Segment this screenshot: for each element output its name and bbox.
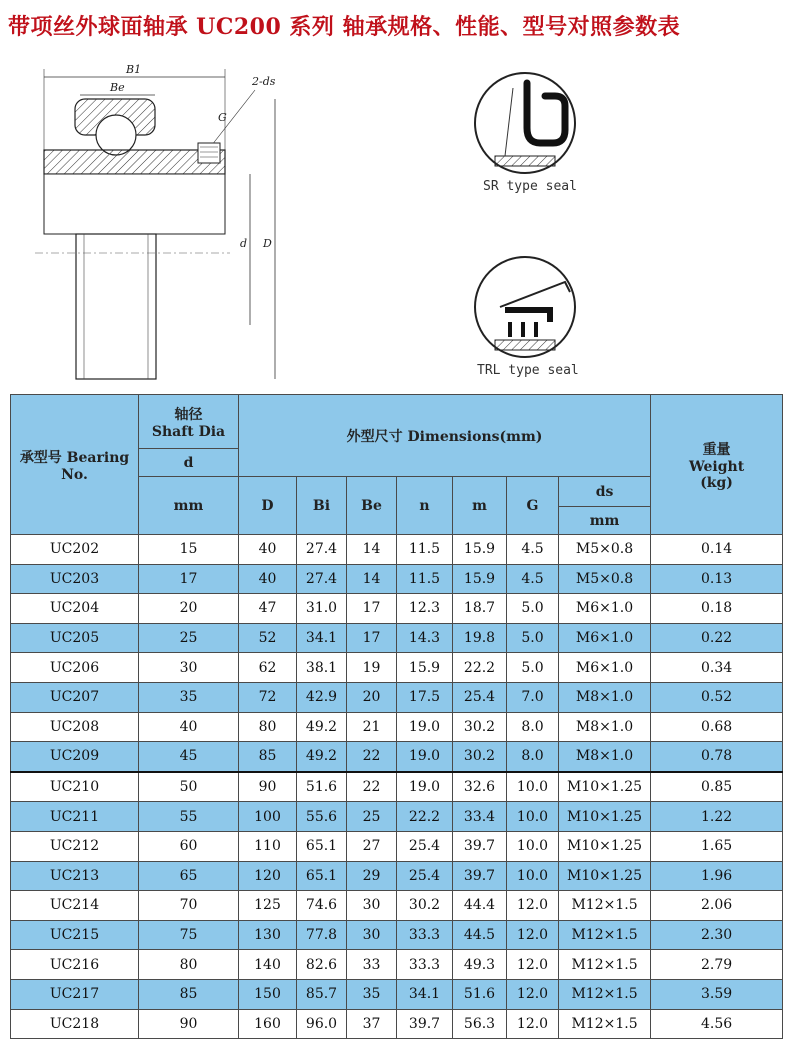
col-n-header: n: [397, 477, 453, 535]
table-row: UC216 80 140 82.6 33 33.3 49.3 12.0 M12×1.5 2.79: [11, 950, 783, 980]
table-row: UC204 20 47 31.0 17 12.3 18.7 5.0 M6×1.0 0.18: [11, 594, 783, 624]
label-big-d: D: [263, 237, 272, 250]
table-row: UC207 35 72 42.9 20 17.5 25.4 7.0 M8×1.0 0.52: [11, 682, 783, 712]
ds-unit-header: mm: [559, 507, 651, 535]
label-b1: B1: [126, 63, 142, 76]
sr-seal-diagram: [465, 68, 625, 198]
table-row: UC209 45 85 49.2 22 19.0 30.2 8.0 M8×1.0 0.78: [11, 742, 783, 772]
table-row: UC203 17 40 27.4 14 11.5 15.9 4.5 M5×0.8 0.13: [11, 564, 783, 594]
table-row: UC214 70 125 74.6 30 30.2 44.4 12.0 M12×1.5 2.06: [11, 891, 783, 921]
col-ds-header: ds: [559, 477, 651, 507]
table-row: UC206 30 62 38.1 19 15.9 22.2 5.0 M6×1.0 0.34: [11, 653, 783, 683]
table-row: UC205 25 52 34.1 17 14.3 19.8 5.0 M6×1.0 0.22: [11, 623, 783, 653]
shaft-d-header: d: [139, 449, 239, 477]
col-bi-header: Bi: [297, 477, 347, 535]
label-d: d: [240, 237, 248, 250]
weight-en: Weight: [688, 458, 745, 475]
label-g: G: [218, 111, 227, 124]
shaft-dia-header: [139, 395, 239, 449]
shaft-unit-header: mm: [139, 477, 239, 535]
bearing-no-header: 承型号 Bearing No.: [11, 395, 139, 535]
table-row: UC202 15 40 27.4 14 11.5 15.9 4.5 M5×0.8 0.14: [11, 535, 783, 565]
shaft-dia-cn: 轴径: [174, 406, 203, 423]
table-row: UC215 75 130 77.8 30 33.3 44.5 12.0 M12×1.5 2.30: [11, 920, 783, 950]
col-be-header: Be: [347, 477, 397, 535]
bearing-cross-section-diagram: [30, 55, 290, 390]
dimensions-header: 外型尺寸 Dimensions(mm): [239, 395, 651, 477]
weight-cn: 重量: [702, 441, 731, 458]
col-g-header: G: [507, 477, 559, 535]
trl-seal-diagram: [465, 252, 625, 382]
col-d-header: D: [239, 477, 297, 535]
table-row: UC213 65 120 65.1 29 25.4 39.7 10.0 M10×1.25 1.96: [11, 861, 783, 891]
table-row: UC218 90 160 96.0 37 39.7 56.3 12.0 M12×1.5 4.56: [11, 1009, 783, 1039]
sr-seal-caption: SR type seal: [483, 179, 577, 194]
table-row: UC212 60 110 65.1 27 25.4 39.7 10.0 M10×1.25 1.65: [11, 831, 783, 861]
page-title: 带项丝外球面轴承 UC200 系列 轴承规格、性能、型号对照参数表: [8, 14, 681, 40]
weight-header: [651, 395, 783, 535]
label-be: Be: [110, 81, 125, 94]
trl-seal-caption: TRL type seal: [477, 363, 579, 378]
table-row: UC208 40 80 49.2 21 19.0 30.2 8.0 M8×1.0 0.68: [11, 712, 783, 742]
table-row: UC211 55 100 55.6 25 22.2 33.4 10.0 M10×1.25 1.22: [11, 802, 783, 832]
col-m-header: m: [453, 477, 507, 535]
shaft-dia-en: Shaft Dia: [151, 423, 226, 440]
table-body: [11, 535, 783, 1039]
weight-unit: (kg): [700, 474, 733, 491]
label-2ds: 2-ds: [252, 75, 276, 88]
table-row: UC210 50 90 51.6 22 19.0 32.6 10.0 M10×1.25 0.85: [11, 772, 783, 802]
table-row: UC217 85 150 85.7 35 34.1 51.6 12.0 M12×1.5 3.59: [11, 979, 783, 1009]
bearing-spec-table: [10, 394, 783, 1039]
